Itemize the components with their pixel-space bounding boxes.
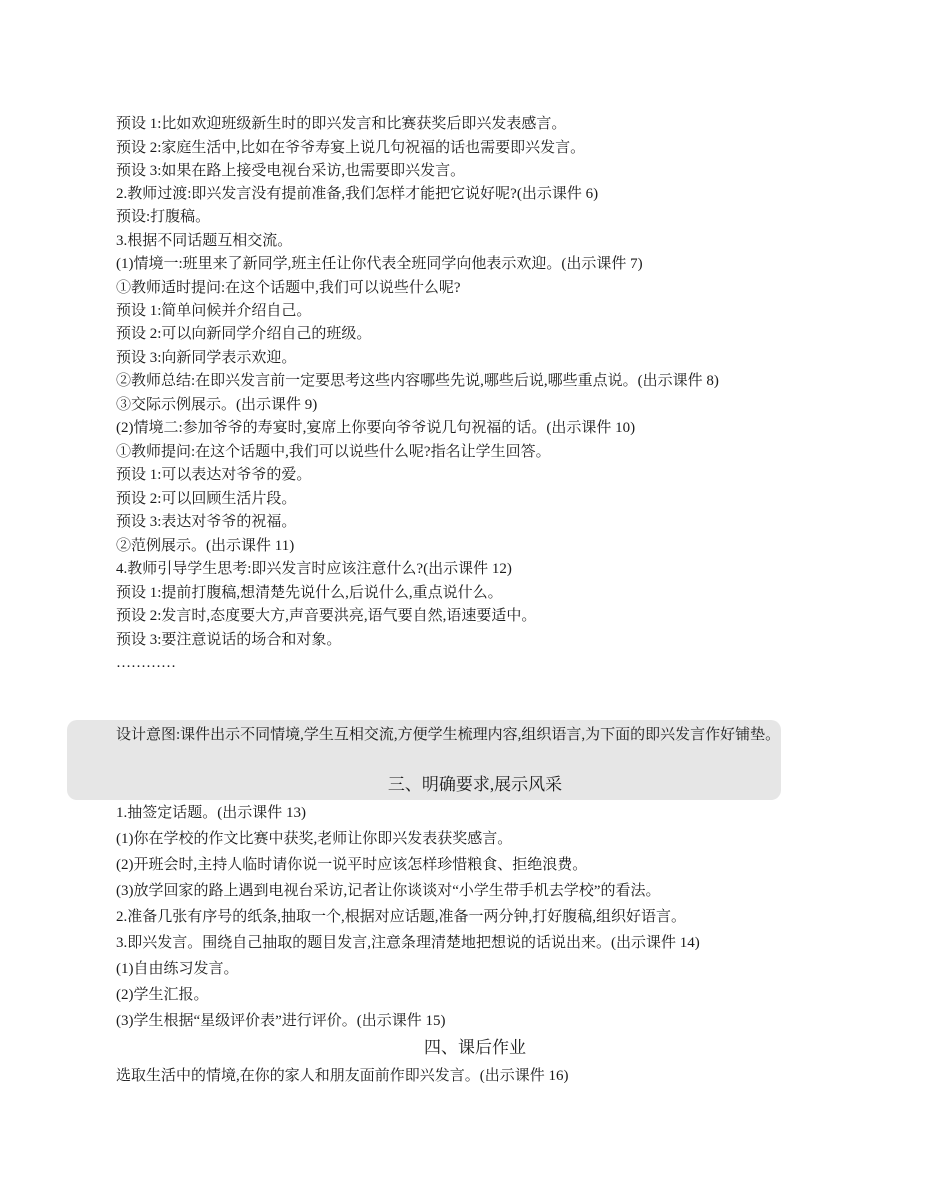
text-line: ①教师提问:在这个话题中,我们可以说些什么呢?指名让学生回答。 bbox=[116, 444, 551, 460]
text-line: 预设 1:可以表达对爷爷的爱。 bbox=[116, 467, 312, 483]
text-line: ③交际示例展示。(出示课件 9) bbox=[116, 397, 318, 413]
text-line: 预设 3:要注意说话的场合和对象。 bbox=[116, 632, 342, 648]
text-line: 1.抽签定话题。(出示课件 13) bbox=[116, 805, 306, 821]
text-line: (2)学生汇报。 bbox=[116, 987, 209, 1003]
text-line: 预设 3:向新同学表示欢迎。 bbox=[116, 350, 297, 366]
text-line: ②教师总结:在即兴发言前一定要思考这些内容哪些先说,哪些后说,哪些重点说。(出示课件 8) bbox=[116, 373, 719, 389]
text-line: 预设 1:提前打腹稿,想清楚先说什么,后说什么,重点说什么。 bbox=[116, 585, 503, 601]
text-line: (1)你在学校的作文比赛中获奖,老师让你即兴发表获奖感言。 bbox=[116, 831, 513, 847]
text-line: 预设 2:可以回顾生活片段。 bbox=[116, 491, 297, 507]
text-line: (1)自由练习发言。 bbox=[116, 961, 239, 977]
text-line: ①教师适时提问:在这个话题中,我们可以说些什么呢? bbox=[116, 280, 461, 296]
section-3-title: 三、明确要求,展示风采 bbox=[387, 775, 563, 794]
section-4-title: 四、课后作业 bbox=[424, 1038, 526, 1057]
text-line: (1)情境一:班里来了新同学,班主任让你代表全班同学向他表示欢迎。(出示课件 7) bbox=[116, 256, 643, 272]
text-line: 预设:打腹稿。 bbox=[116, 209, 211, 225]
design-intent-text: 设计意图:课件出示不同情境,学生互相交流,方便学生梳理内容,组织语言,为下面的即兴发言作好铺垫。 bbox=[116, 727, 781, 743]
text-line: 3.根据不同话题互相交流。 bbox=[116, 233, 293, 249]
text-line: 2.准备几张有序号的纸条,抽取一个,根据对应话题,准备一两分钟,打好腹稿,组织好语言。 bbox=[116, 909, 687, 925]
text-line: 预设 3:表达对爷爷的祝福。 bbox=[116, 514, 297, 530]
text-line: (3)放学回家的路上遇到电视台采访,记者让你谈谈对“小学生带手机去学校”的看法。 bbox=[116, 883, 661, 899]
text-line: 预设 2:家庭生活中,比如在爷爷寿宴上说几句祝福的话也需要即兴发言。 bbox=[116, 140, 586, 156]
ellipsis-line: ………… bbox=[116, 655, 176, 671]
text-line: (2)情境二:参加爷爷的寿宴时,宴席上你要向爷爷说几句祝福的话。(出示课件 10) bbox=[116, 420, 636, 436]
text-line: 2.教师过渡:即兴发言没有提前准备,我们怎样才能把它说好呢?(出示课件 6) bbox=[116, 186, 599, 202]
text-line: 4.教师引导学生思考:即兴发言时应该注意什么?(出示课件 12) bbox=[116, 561, 512, 577]
text-line: 预设 2:可以向新同学介绍自己的班级。 bbox=[116, 326, 372, 342]
text-line: ②范例展示。(出示课件 11) bbox=[116, 538, 295, 554]
text-line: 3.即兴发言。围绕自己抽取的题目发言,注意条理清楚地把想说的话说出来。(出示课件 14) bbox=[116, 935, 700, 951]
text-line: 预设 2:发言时,态度要大方,声音要洪亮,语气要自然,语速要适中。 bbox=[116, 608, 537, 624]
text-line: (3)学生根据“星级评价表”进行评价。(出示课件 15) bbox=[116, 1013, 446, 1029]
text-line: 预设 3:如果在路上接受电视台采访,也需要即兴发言。 bbox=[116, 163, 466, 179]
text-line: (2)开班会时,主持人临时请你说一说平时应该怎样珍惜粮食、拒绝浪费。 bbox=[116, 857, 588, 873]
homework-text: 选取生活中的情境,在你的家人和朋友面前作即兴发言。(出示课件 16) bbox=[116, 1068, 569, 1084]
text-line: 预设 1:比如欢迎班级新生时的即兴发言和比赛获奖后即兴发表感言。 bbox=[116, 116, 567, 132]
text-line: 预设 1:简单问候并介绍自己。 bbox=[116, 303, 312, 319]
